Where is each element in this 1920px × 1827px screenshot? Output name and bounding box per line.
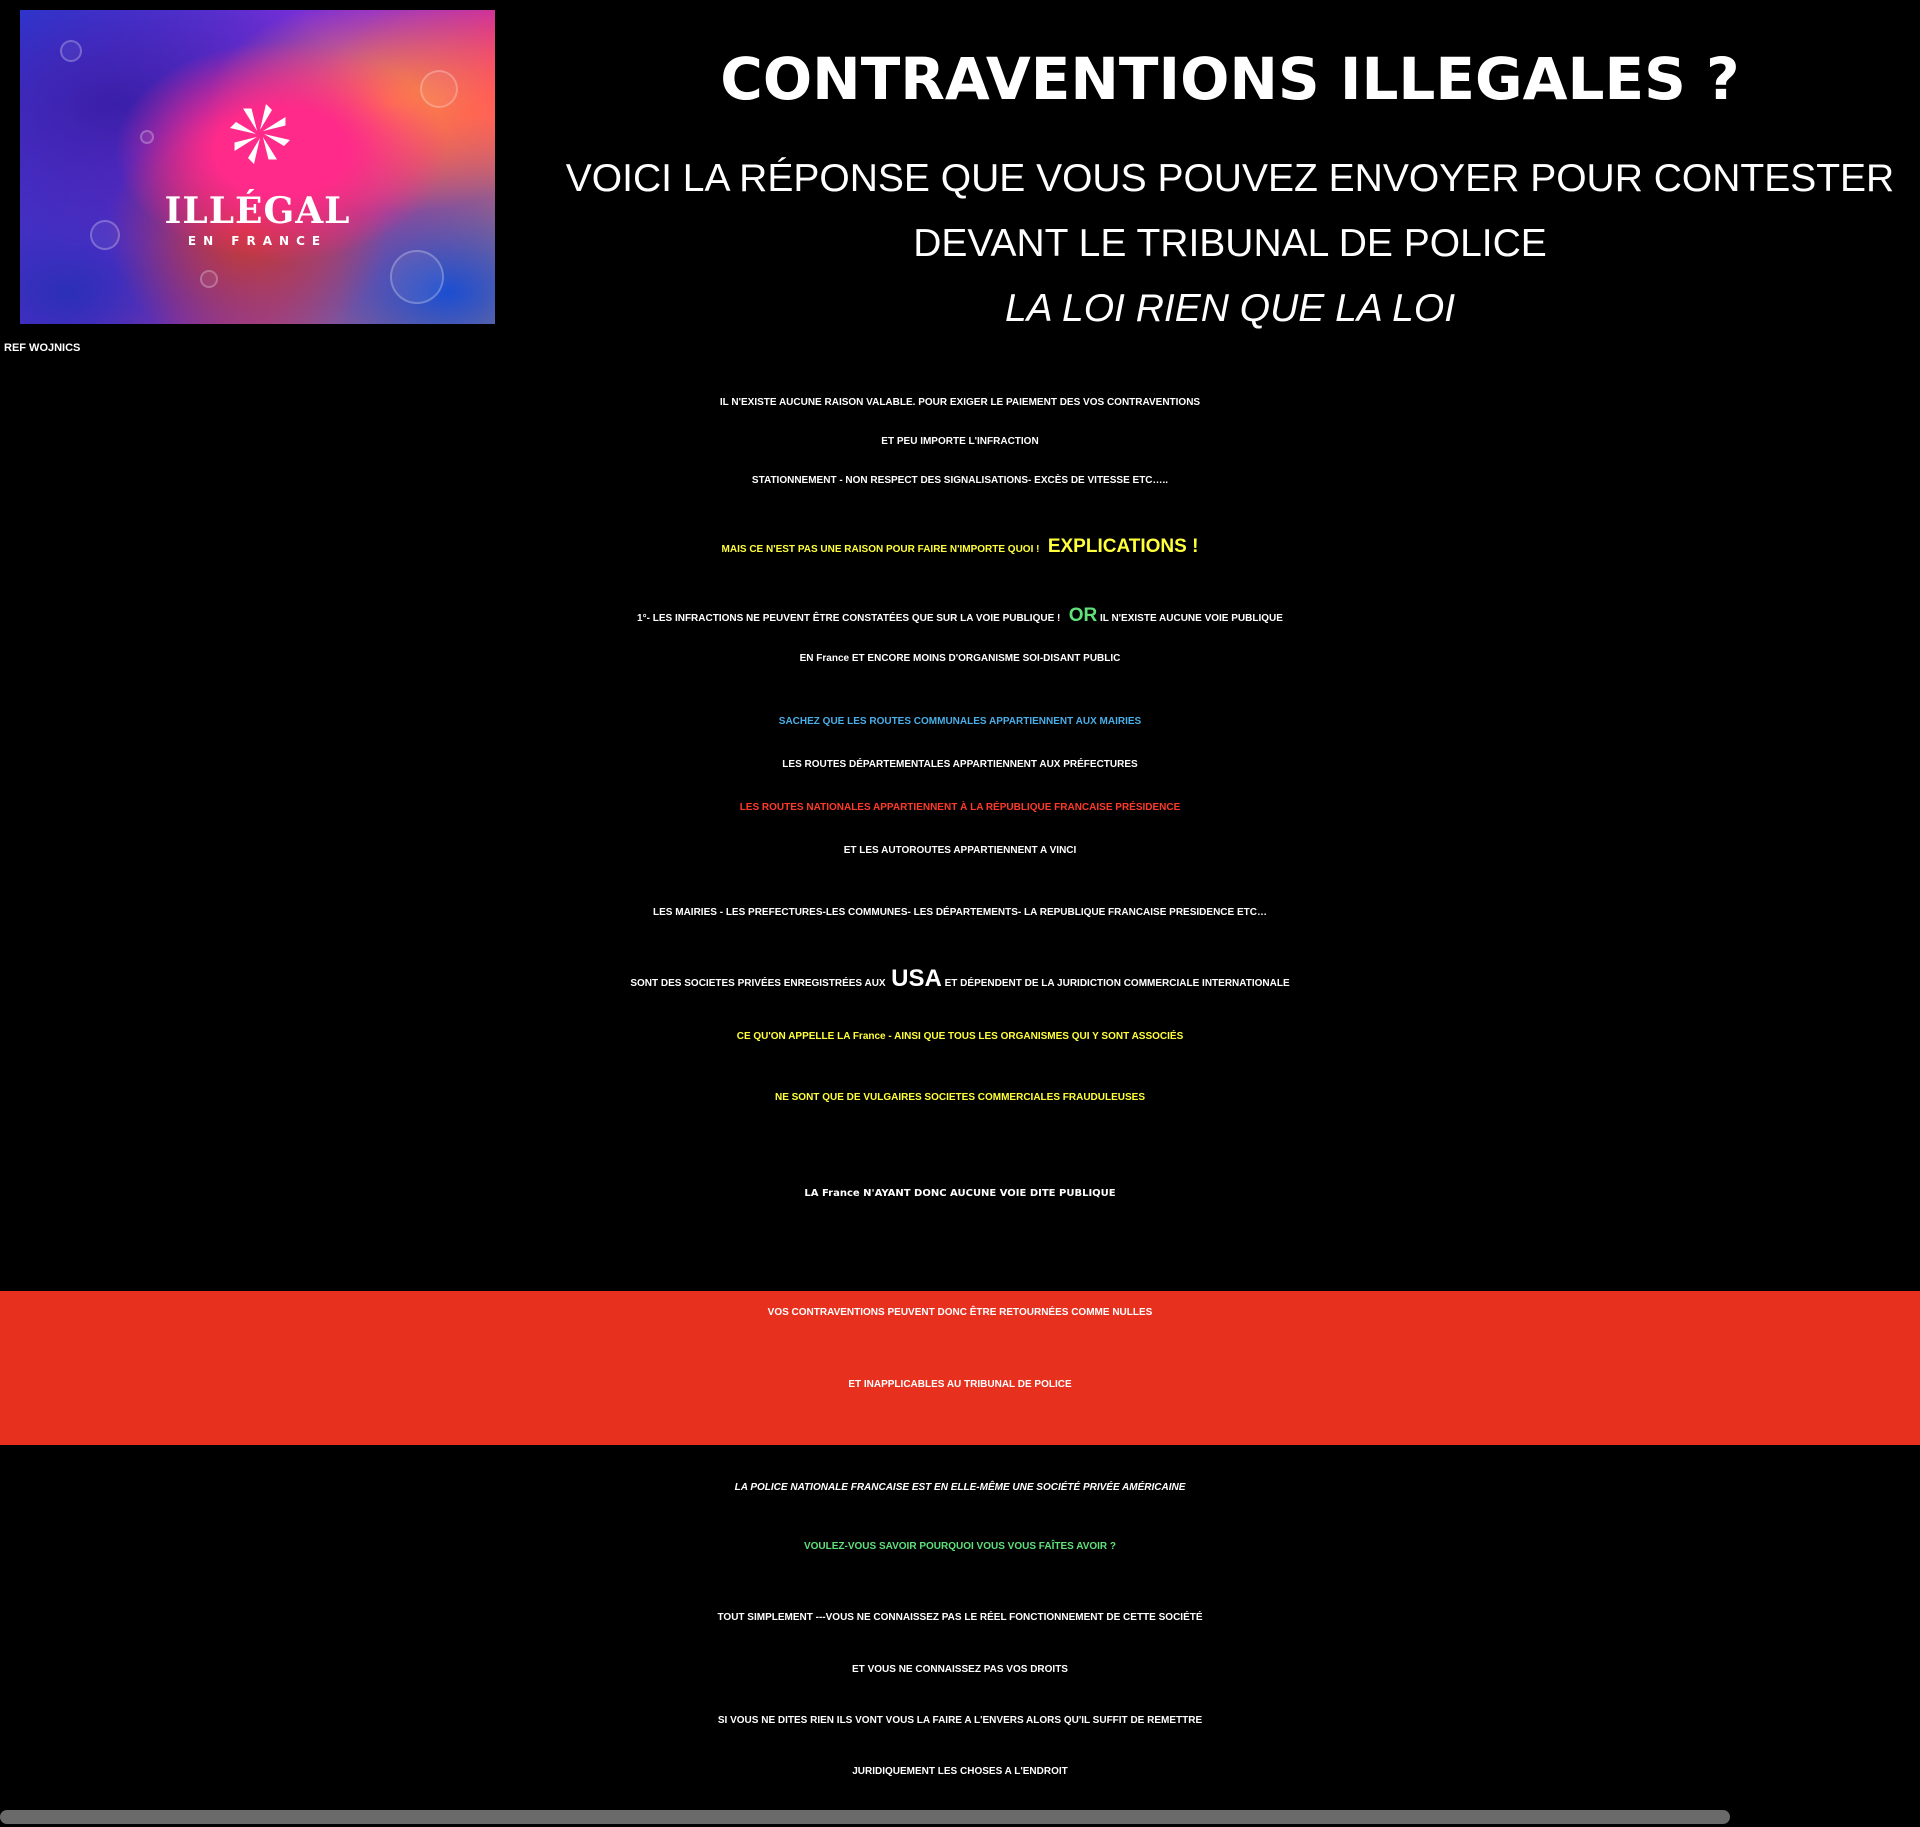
body-line-1: IL N'EXISTE AUCUNE RAISON VALABLE. POUR EXIGER LE PAIEMENT DES VOS CONTRAVENTIONS bbox=[719, 397, 1201, 408]
bubble-decoration bbox=[420, 70, 458, 108]
body-line-12-text-c: ET DÉPENDENT DE LA JURIDICTION COMMERCIALE INTERNATIONALE bbox=[944, 978, 1290, 989]
or-label: OR bbox=[1068, 605, 1098, 626]
explications-label: EXPLICATIONS ! bbox=[1047, 536, 1199, 557]
footer-line-4: ET VOUS NE CONNAISSEZ PAS VOS DROITS bbox=[852, 1664, 1068, 1675]
bubble-decoration bbox=[200, 270, 218, 288]
body-line-10: ET LES AUTOROUTES APPARTIENNENT A VINCI bbox=[843, 845, 1077, 856]
reference-label: REF WOJNICS bbox=[4, 342, 81, 354]
page-title: CONTRAVENTIONS ILLEGALES ? bbox=[720, 45, 1740, 113]
footer-line-2: VOULEZ-VOUS SAVOIR POURQUOI VOUS VOUS FAÎTES AVOIR ? bbox=[803, 1541, 1117, 1552]
body-line-15: LA France N'AYANT DONC AUCUNE VOIE DITE PUBLIQUE bbox=[804, 1188, 1116, 1199]
body-line-12 bbox=[0, 965, 1920, 993]
usa-label: USA bbox=[891, 965, 942, 992]
body-line-5-text-a: 1°- LES INFRACTIONS NE PEUVENT ÊTRE CONSTATÉES QUE SUR LA VOIE PUBLIQUE ! bbox=[637, 613, 1061, 624]
body-line-5 bbox=[0, 605, 1920, 627]
body-line-8: LES ROUTES DÉPARTEMENTALES APPARTIENNENT AUX PRÉFECTURES bbox=[782, 759, 1138, 770]
subtitle-line-1: VOICI LA RÉPONSE QUE VOUS POUVEZ ENVOYER POUR CONTESTER bbox=[565, 157, 1895, 200]
footer-line-5: SI VOUS NE DITES RIEN ILS VONT VOUS LA FAIRE A L'ENVERS ALORS QU'IL SUFFIT DE REMETTRE bbox=[717, 1715, 1203, 1726]
pinwheel-icon bbox=[228, 102, 292, 166]
horizontal-scrollbar[interactable] bbox=[0, 1810, 1730, 1824]
subtitle-line-2: DEVANT LE TRIBUNAL DE POLICE bbox=[913, 222, 1547, 265]
footer-line-1: LA POLICE NATIONALE FRANCAISE EST EN ELLE-MÊME UNE SOCIÉTÉ PRIVÉE AMÉRICAINE bbox=[734, 1482, 1186, 1493]
body-line-4-text: MAIS CE N'EST PAS UNE RAISON POUR FAIRE N'IMPORTE QUOI ! bbox=[721, 544, 1040, 555]
bubble-decoration bbox=[140, 130, 154, 144]
body-line-7: SACHEZ QUE LES ROUTES COMMUNALES APPARTIENNENT AUX MAIRIES bbox=[778, 716, 1142, 727]
illegal-en-france-logo bbox=[20, 10, 495, 324]
bubble-decoration bbox=[60, 40, 82, 62]
bubble-decoration bbox=[390, 250, 444, 304]
logo-word: ILLÉGAL bbox=[164, 190, 351, 232]
body-line-5-text-c: IL N'EXISTE AUCUNE VOIE PUBLIQUE bbox=[1099, 613, 1283, 624]
footer-line-3: TOUT SIMPLEMENT ---VOUS NE CONNAISSEZ PAS LE RÉEL FONCTIONNEMENT DE CETTE SOCIÉTÉ bbox=[717, 1612, 1203, 1623]
body-line-2: ET PEU IMPORTE L'INFRACTION bbox=[881, 436, 1039, 447]
body-line-9: LES ROUTES NATIONALES APPARTIENNENT À LA RÉPUBLIQUE FRANCAISE PRÉSIDENCE bbox=[739, 802, 1181, 813]
body-line-3: STATIONNEMENT - NON RESPECT DES SIGNALISATIONS- EXCÈS DE VITESSE ETC….. bbox=[751, 475, 1169, 486]
footer-line-6: JURIDIQUEMENT LES CHOSES A L'ENDROIT bbox=[852, 1766, 1068, 1777]
body-line-14: NE SONT QUE DE VULGAIRES SOCIETES COMMERCIALES FRAUDULEUSES bbox=[774, 1092, 1146, 1103]
highlight-band bbox=[0, 1291, 1920, 1445]
body-line-12-text-a: SONT DES SOCIETES PRIVÉES ENREGISTRÉES AUX bbox=[630, 978, 886, 989]
logo-subtitle: EN FRANCE bbox=[187, 234, 328, 248]
band-line-2: ET INAPPLICABLES AU TRIBUNAL DE POLICE bbox=[848, 1379, 1072, 1390]
body-line-6: EN France ET ENCORE MOINS D'ORGANISME SOI-DISANT PUBLIC bbox=[799, 653, 1121, 664]
subtitle-line-3: LA LOI RIEN QUE LA LOI bbox=[1004, 287, 1456, 330]
band-line-1: VOS CONTRAVENTIONS PEUVENT DONC ÊTRE RETOURNÉES COMME NULLES bbox=[767, 1307, 1153, 1318]
body-line-13: CE QU'ON APPELLE LA France - AINSI QUE TOUS LES ORGANISMES QUI Y SONT ASSOCIÉS bbox=[736, 1031, 1184, 1042]
body-line-11: LES MAIRIES - LES PREFECTURES-LES COMMUNES- LES DÉPARTEMENTS- LA REPUBLIQUE FRANCAISE PRESIDENCE ETC… bbox=[653, 907, 1267, 918]
body-line-4 bbox=[0, 536, 1920, 558]
